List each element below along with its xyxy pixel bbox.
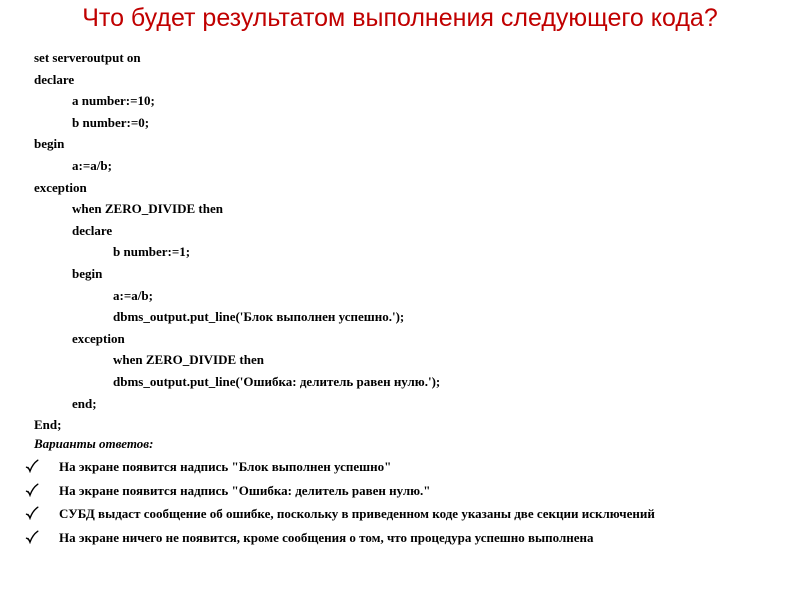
code-line: begin xyxy=(72,265,103,281)
answer-label: На экране появится надпись "Ошибка: делитель равен нулю." xyxy=(59,482,431,498)
code-line: set serveroutput on xyxy=(34,50,141,65)
answer-label: На экране появится надпись "Блок выполнен успешно" xyxy=(59,459,392,474)
answer-label: СУБД выдаст сообщение об ошибке, поскольку в приведенном коде указаны две секции исключений xyxy=(59,506,655,522)
code-line: a:=a/b; xyxy=(72,157,112,173)
checkmark-icon xyxy=(25,481,39,495)
code-line: declare xyxy=(72,222,113,238)
answers-heading: Варианты ответов: xyxy=(34,436,154,451)
code-line: dbms_output.put_line('Ошибка: делитель равен нулю.'); xyxy=(113,373,441,389)
code-line: a number:=10; xyxy=(72,93,155,109)
checkmark-icon xyxy=(25,457,39,471)
answer-option-1[interactable] xyxy=(25,455,655,479)
code-line: begin xyxy=(34,136,65,152)
code-line: exception xyxy=(34,179,87,195)
code-line: b number:=1; xyxy=(113,244,191,260)
answer-option-4[interactable] xyxy=(25,526,655,550)
code-line: exception xyxy=(72,330,125,346)
checkmark-icon xyxy=(25,528,39,542)
answer-option-2[interactable] xyxy=(25,479,655,503)
code-line: a:=a/b; xyxy=(113,287,153,303)
answer-list xyxy=(25,455,655,550)
code-line: b number:=0; xyxy=(72,114,150,130)
code-line: End; xyxy=(34,417,62,433)
code-line: declare xyxy=(34,71,75,87)
answer-option-3[interactable] xyxy=(25,502,655,526)
answer-label: На экране ничего не появится, кроме сообщения о том, что процедура успешно выполнена xyxy=(59,530,594,546)
code-line: end; xyxy=(72,395,97,411)
code-line: when ZERO_DIVIDE then xyxy=(72,201,223,217)
slide-title: Что будет результатом выполнения следующего кода? xyxy=(82,4,718,32)
code-line: when ZERO_DIVIDE then xyxy=(113,352,264,368)
checkmark-icon xyxy=(25,504,39,518)
code-block xyxy=(34,47,440,436)
code-line: dbms_output.put_line('Блок выполнен успешно.'); xyxy=(113,309,405,325)
